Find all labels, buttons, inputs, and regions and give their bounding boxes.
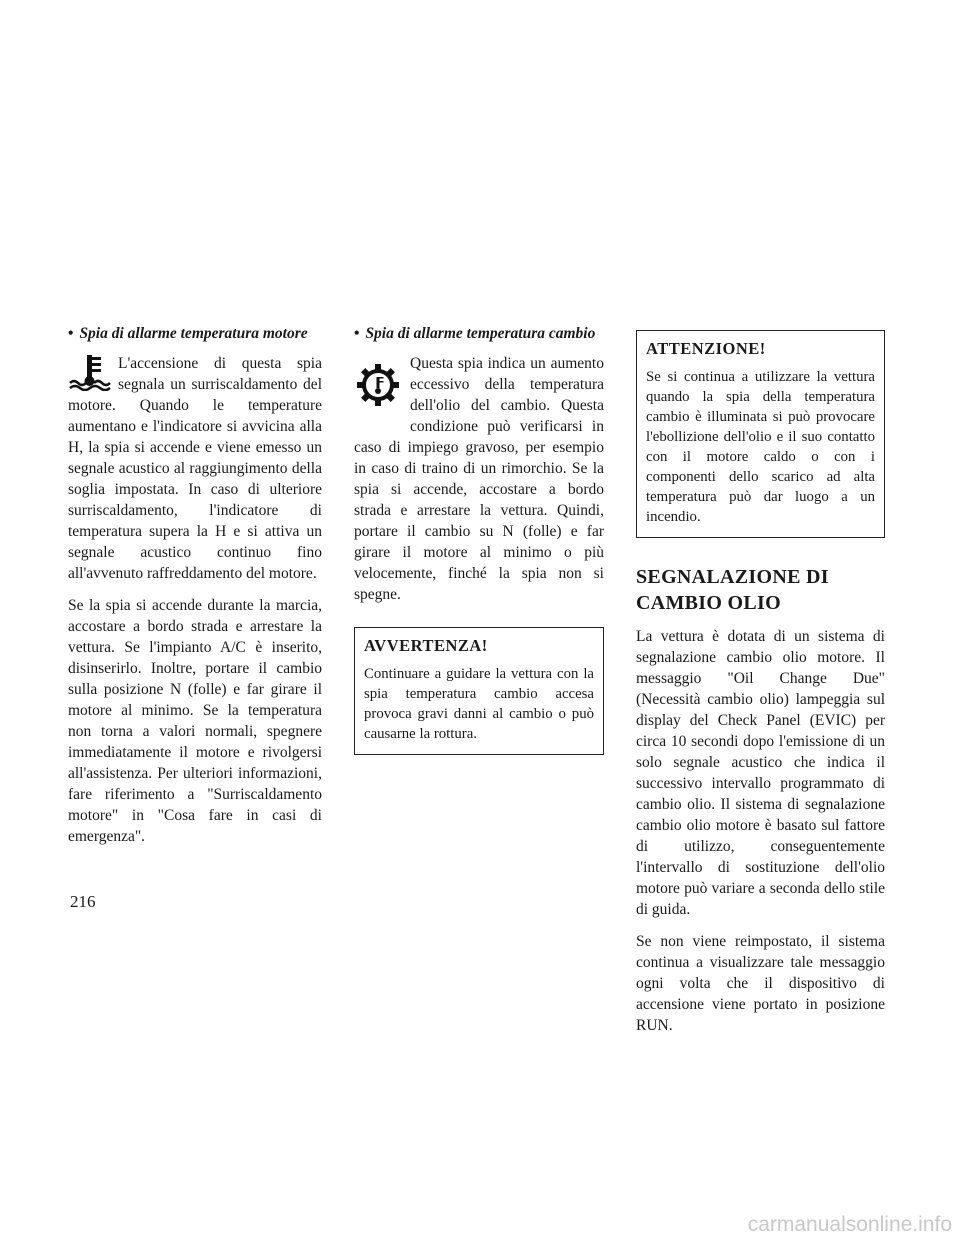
caution-box	[636, 330, 885, 538]
caution-title: ATTENZIONE!	[646, 339, 766, 358]
engine-coolant-temperature-icon	[68, 353, 114, 393]
transmission-temperature-icon	[354, 361, 410, 423]
bullet-icon: •	[354, 325, 360, 342]
column-middle	[354, 324, 604, 755]
engine-temp-instructions: Se la spia si accende durante la marcia, accostare a bordo strada e arrestare la vettura. Se l'impianto A/C è inserito, disinserirlo. Inoltre, portare il cambio sulla posizione N (folle) e far girare il motore al minimo. Se la temperatura non torna a valori normali, spegnere immediatamente il motore e rivolgersi all'assistenza. Per ulteriori informazioni, fare riferimento a "Surriscaldamento motore" in "Cosa fare in casi di emergenza".	[68, 597, 322, 845]
oil-change-paragraph: La vettura è dotata di un sistema di segnalazione cambio olio motore. Il messaggio "Oil Change Due" (Necessità cambio olio) lampeggia sul display del Check Panel (EVIC) per circa 10 secondi dopo l'emissione di un solo segnale acustico che indica il successivo intervallo programmato di cambio olio. Il sistema di segnalazione cambio olio motore è basato sul fattore di utilizzo, conseguentemente l'intervallo di sostituzione dell'olio motore può variare a seconda dello stile di guida.	[636, 628, 885, 918]
transmission-temp-block	[354, 353, 604, 605]
bullet-icon: •	[68, 325, 74, 342]
engine-temp-paragraph: L'accensione di questa spia segnala un surriscaldamento del motore. Quando le temperature aumentano e l'indicatore si avvicina alla H, la spia si accende e viene emesso un segnale acustico al raggiungimento della soglia impostata. In caso di ulteriore surriscaldamento, l'indicatore di temperatura supera la H e si attiva un segnale acustico continuo fino all'avvenuto raffreddamento del motore.	[68, 355, 322, 582]
section-heading-engine-temp: • Spia di allarme temperatura motore	[68, 325, 308, 342]
warning-title: AVVERTENZA!	[364, 636, 488, 655]
watermark: carmanualsonline.info	[747, 1213, 952, 1236]
warning-box	[354, 627, 604, 755]
section-title-oil-change: SEGNALAZIONE DI CAMBIO OLIO	[636, 566, 829, 614]
warning-text: Continuare a guidare la vettura con la spia temperatura cambio accesa provoca gravi danni al cambio o può causarne la rottura.	[364, 666, 594, 742]
page-number: 216	[70, 892, 96, 911]
column-left	[68, 324, 322, 847]
column-right	[636, 330, 885, 1036]
caution-text: Se si continua a utilizzare la vettura quando la spia della temperatura cambio è illuminata si può provocare l'ebollizione dell'olio e il suo contatto con il motore caldo o con i componenti dello scarico ad alta temperatura può dar luogo a un incendio.	[646, 369, 875, 525]
engine-temp-block	[68, 353, 322, 584]
transmission-temp-paragraph: Questa spia indica un aumento eccessivo della temperatura dell'olio del cambio. Questa condizione può verificarsi in caso di impiego gravoso, per esempio in caso di traino di un rimorchio. Se la spia si accende, accostare a bordo strada e arrestare la vettura. Quindi, portare il cambio su N (folle) e far girare il motore al minimo o più velocemente, finché la spia non si spegne.	[354, 355, 604, 603]
oil-change-reset-paragraph: Se non viene reimpostato, il sistema continua a visualizzare tale messaggio ogni volta che il dispositivo di accensione viene portato in posizione RUN.	[636, 933, 885, 1034]
section-heading-transmission-temp: • Spia di allarme temperatura cambio	[354, 325, 596, 342]
